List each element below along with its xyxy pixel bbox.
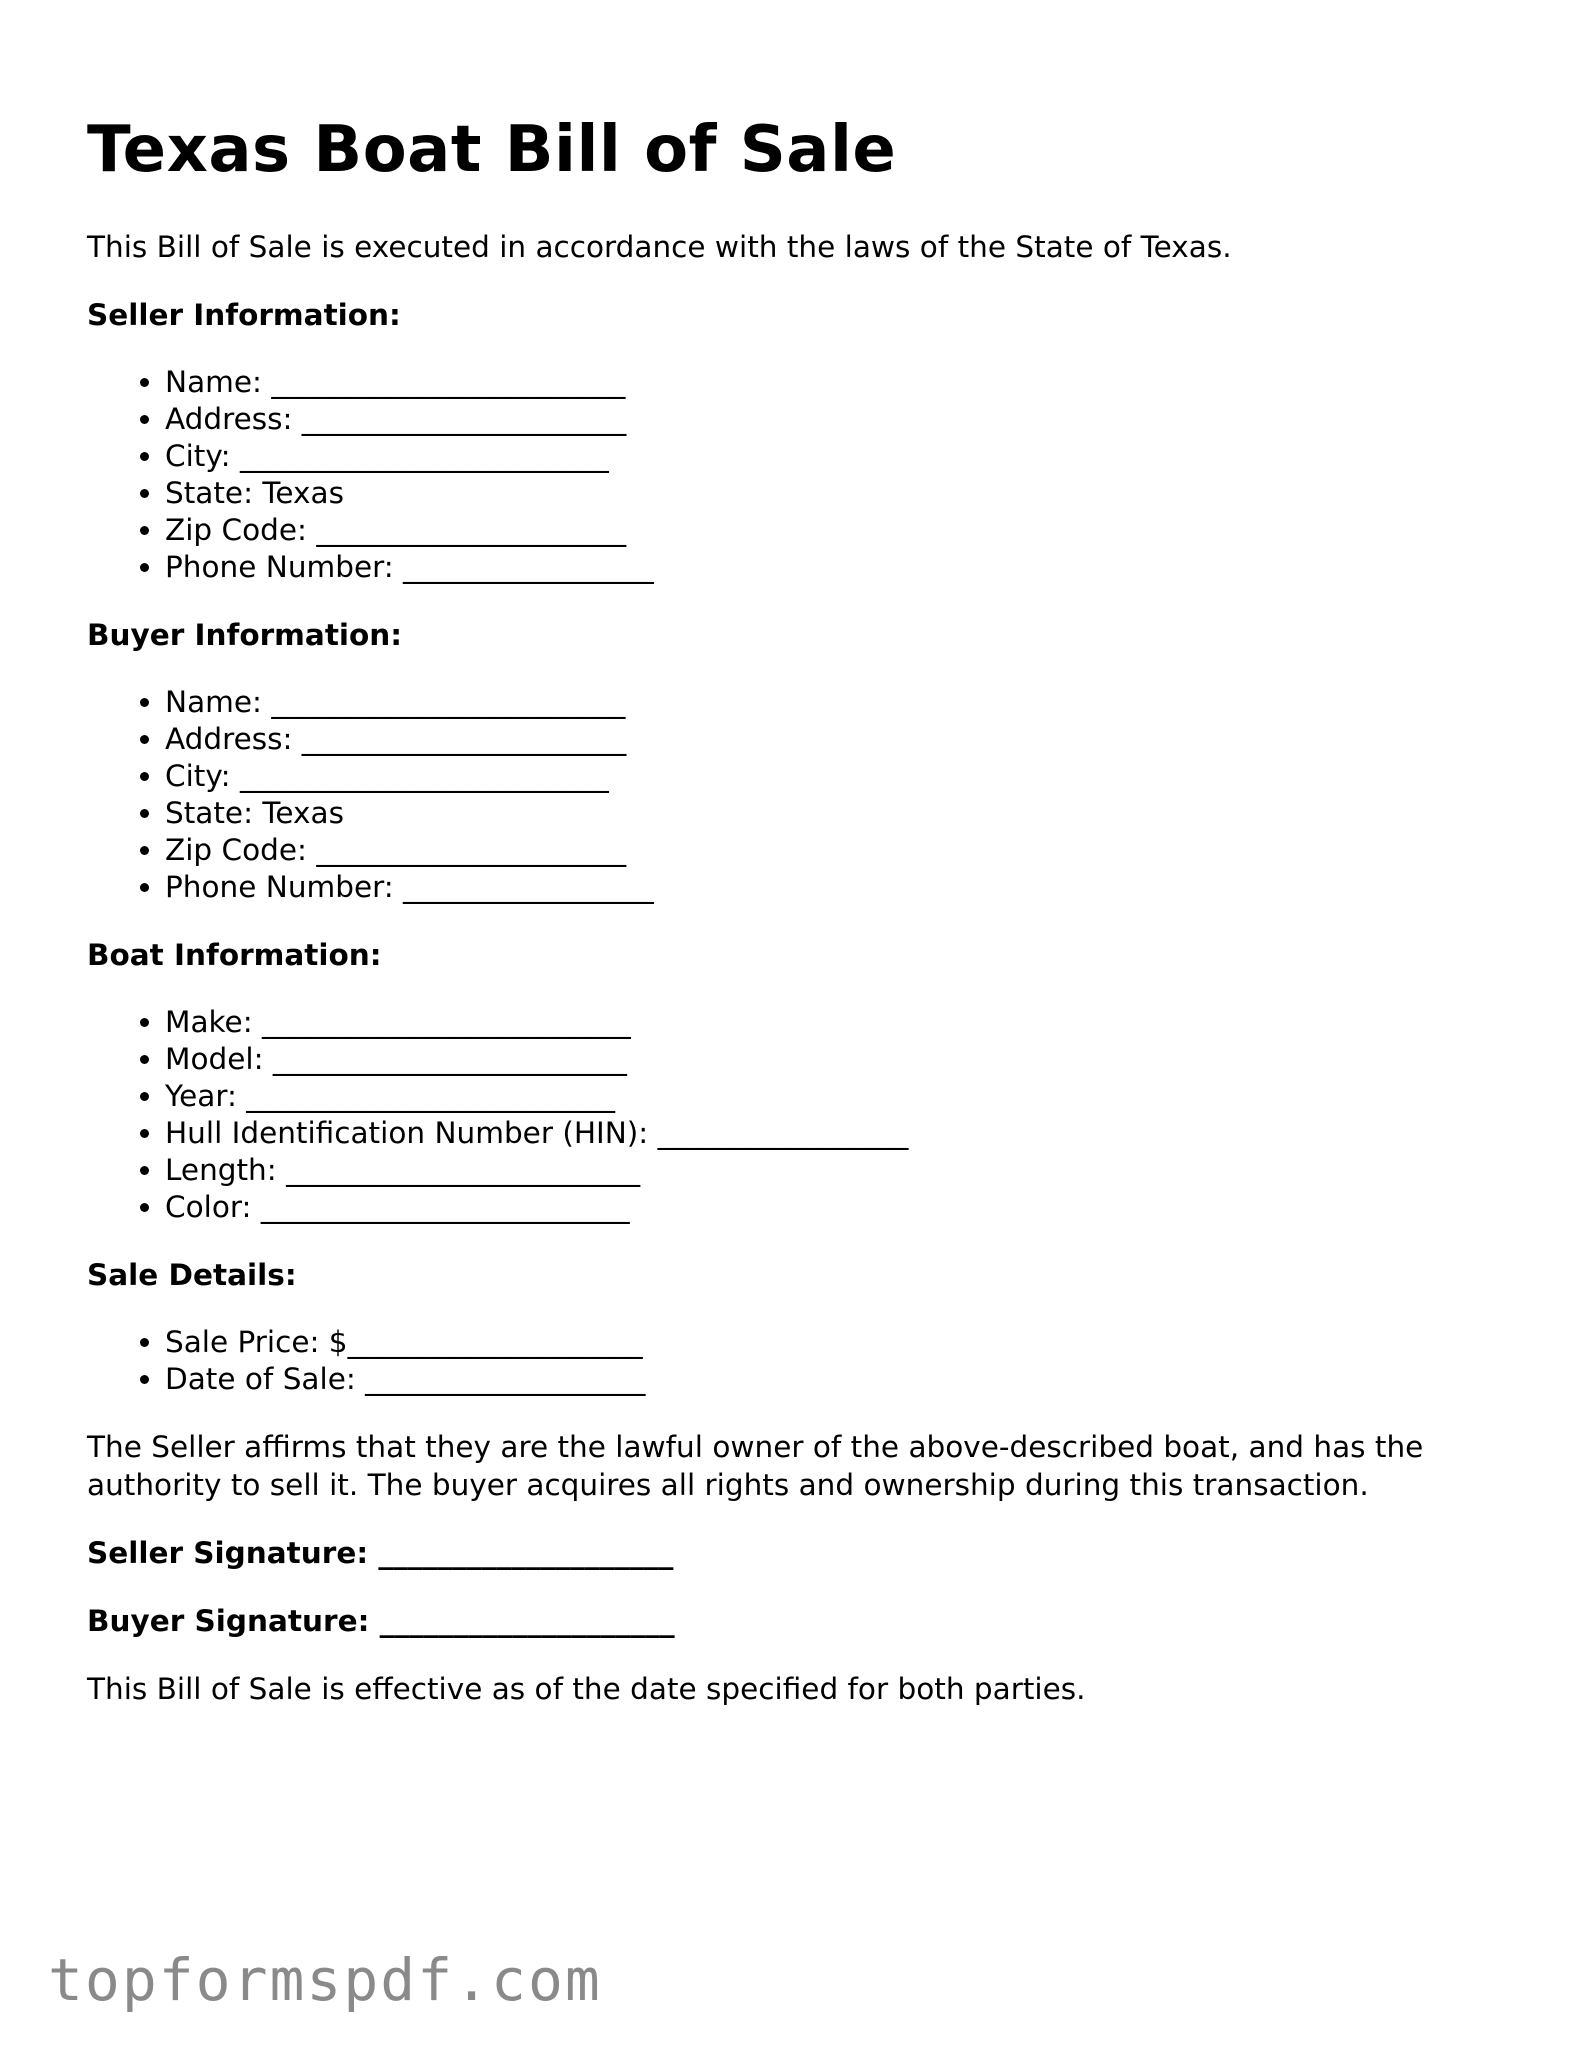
- boat-section-heading: Boat Information:: [87, 938, 382, 972]
- seller-name-field: • Name: ________________________: [165, 364, 1527, 401]
- boat-field-list: [87, 1004, 1527, 1226]
- sale-price-field: • Sale Price: $____________________: [165, 1324, 1527, 1361]
- document-title: Texas Boat Bill of Sale: [87, 113, 897, 187]
- intro-paragraph: This Bill of Sale is executed in accordance with the laws of the State of Texas.: [87, 230, 1232, 264]
- buyer-phone-field: • Phone Number: _________________: [165, 869, 1527, 906]
- buyer-address-field: • Address: ______________________: [165, 721, 1527, 758]
- seller-signature-line: Seller Signature: ____________________: [87, 1536, 674, 1570]
- boat-model-field: • Model: ________________________: [165, 1041, 1527, 1078]
- buyer-signature-line: Buyer Signature: ____________________: [87, 1604, 675, 1638]
- seller-city-field: • City: _________________________: [165, 438, 1527, 475]
- seller-field-list: [87, 364, 1527, 586]
- buyer-state-field: • State: Texas: [165, 795, 1527, 832]
- seller-address-field: • Address: ______________________: [165, 401, 1527, 438]
- sale-section-heading: Sale Details:: [87, 1258, 297, 1292]
- buyer-name-field: • Name: ________________________: [165, 684, 1527, 721]
- boat-year-field: • Year: _________________________: [165, 1078, 1527, 1115]
- boat-hin-field: • Hull Identification Number (HIN): _________________: [165, 1115, 1527, 1152]
- sale-field-list: [87, 1324, 1527, 1398]
- sale-date-field: • Date of Sale: ___________________: [165, 1361, 1527, 1398]
- seller-phone-field: • Phone Number: _________________: [165, 549, 1527, 586]
- watermark-text: topformspdf.com: [48, 1946, 602, 2014]
- buyer-section-heading: Buyer Information:: [87, 618, 403, 652]
- boat-length-field: • Length: ________________________: [165, 1152, 1527, 1189]
- boat-color-field: • Color: _________________________: [165, 1189, 1527, 1226]
- closing-paragraph: This Bill of Sale is effective as of the date specified for both parties.: [87, 1672, 1086, 1706]
- buyer-field-list: [87, 684, 1527, 906]
- seller-section-heading: Seller Information:: [87, 298, 401, 332]
- seller-zip-field: • Zip Code: _____________________: [165, 512, 1527, 549]
- seller-state-field: • State: Texas: [165, 475, 1527, 512]
- document-page: [87, 108, 1527, 1708]
- affirmation-paragraph: The Seller affirms that they are the lawful owner of the above-described boat, and has the authority to sell it. The buyer acquires all rights and ownership during this transaction.: [87, 1430, 1424, 1502]
- buyer-city-field: • City: _________________________: [165, 758, 1527, 795]
- buyer-zip-field: • Zip Code: _____________________: [165, 832, 1527, 869]
- boat-make-field: • Make: _________________________: [165, 1004, 1527, 1041]
